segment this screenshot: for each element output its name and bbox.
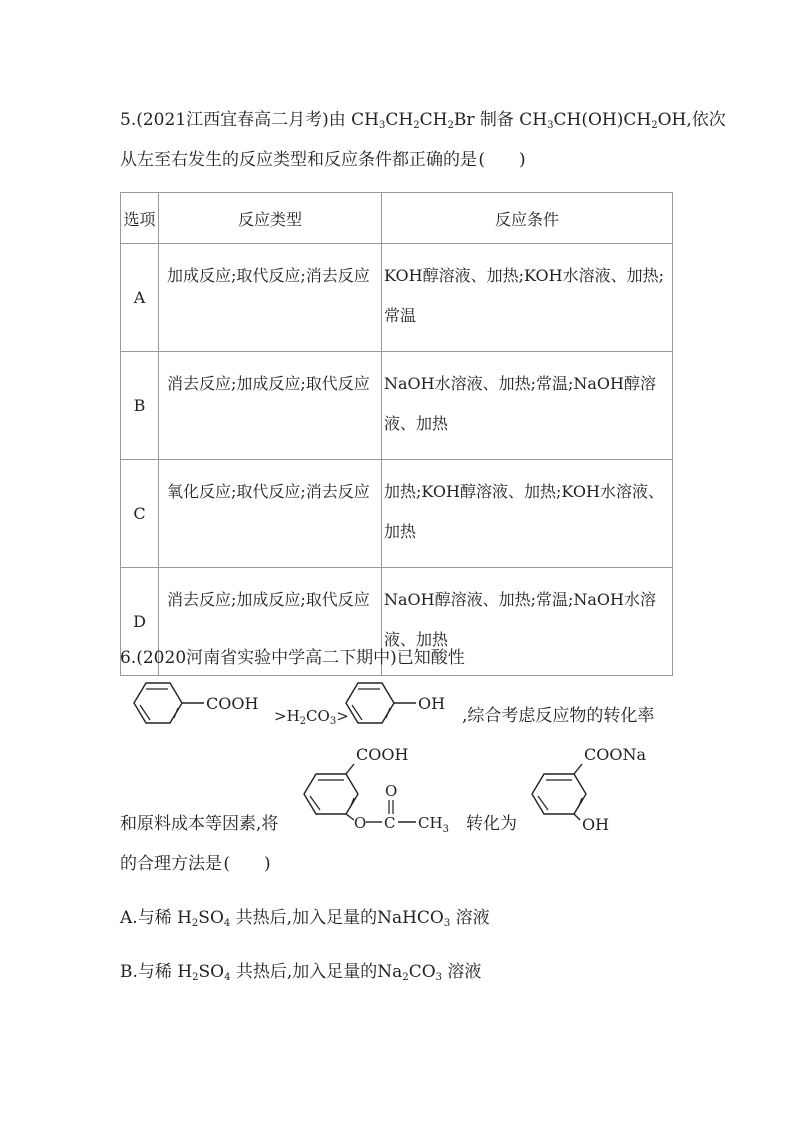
bond-line <box>346 764 354 774</box>
oh-label: OH <box>418 694 446 713</box>
q6-stem-a: 已知酸性 <box>396 648 465 668</box>
cooh-label: COOH <box>206 694 259 713</box>
q6-option-b[interactable]: B.与稀 $H_2SO_4$ 共热后,加入足量的$Na_2CO_3$ 溶液 <box>120 962 482 983</box>
row-reaction-condition: NaOH醇溶液、加热;常温;NaOH水溶液、加热 <box>382 568 673 676</box>
table-row <box>121 460 673 568</box>
header-option: 选项 <box>121 193 159 244</box>
q6-stem-d: 转化为 <box>466 814 517 834</box>
bond-line <box>574 814 580 820</box>
row-label: B <box>121 352 159 460</box>
q5-stem-a: 由 <box>328 110 346 130</box>
q5-line1 <box>120 108 726 132</box>
acidity-compare: $>H_2CO_3>$ <box>274 707 349 727</box>
row-reaction-type: 氧化反应;取代反应;消去反应 <box>159 460 382 568</box>
q6-line4 <box>120 852 272 876</box>
table-header-row <box>121 193 673 244</box>
q5-product: $CH_3CH(OH)CH_2OH$ <box>519 110 687 131</box>
row-label: A <box>121 244 159 352</box>
q6-answer-blank: ( ) <box>223 854 271 874</box>
q6-line3b <box>466 812 517 836</box>
q6-stem-e: 的合理方法是 <box>120 854 222 874</box>
header-type: 反应类型 <box>159 193 382 244</box>
row-reaction-type: 消去反应;加成反应;取代反应 <box>159 352 382 460</box>
bond-line <box>346 814 354 820</box>
q5-stem-line2: 从左至右发生的反应类型和反应条件都正确的是 <box>120 150 477 170</box>
table-row <box>121 244 673 352</box>
acetylsalicylic-acid-structure <box>296 742 466 838</box>
ring-double-bond <box>386 708 390 718</box>
q5-source: (2021江西宜春高二月考) <box>136 110 329 130</box>
row-reaction-condition: 加热;KOH醇溶液、加热;KOH水溶液、加热 <box>382 460 673 568</box>
q5-stem-c: ,依次 <box>686 110 726 130</box>
q6-line1 <box>120 646 465 670</box>
carbonyl-o-label: O <box>385 782 398 800</box>
row-label: D <box>121 568 159 676</box>
ring-double-bond <box>538 796 548 810</box>
sodium-salicylate-structure <box>526 742 666 838</box>
q6-stem-c: 和原料成本等因素,将 <box>120 814 279 834</box>
row-reaction-condition: NaOH水溶液、加热;常温;NaOH醇溶液、加热 <box>382 352 673 460</box>
table-row <box>121 352 673 460</box>
aspirin-cooh-label: COOH <box>356 745 409 764</box>
q5-answer-blank: ( ) <box>478 150 526 170</box>
q5-line2 <box>120 148 527 172</box>
q6-number: 6. <box>120 648 137 668</box>
q5-number: 5. <box>120 110 137 130</box>
row-reaction-type: 消去反应;加成反应;取代反应 <box>159 568 382 676</box>
phenol-structure <box>340 680 460 726</box>
row-label: C <box>121 460 159 568</box>
q5-options-table <box>120 192 673 676</box>
row-reaction-condition: KOH醇溶液、加热;KOH水溶液、加热;常温 <box>382 244 673 352</box>
methyl-label: $CH_3$ <box>418 814 449 835</box>
ester-o-label: O <box>354 814 367 832</box>
q6-stem-b: ,综合考虑反应物的转化率 <box>462 706 655 726</box>
q6-stem-b-line <box>462 704 654 728</box>
header-condition: 反应条件 <box>382 193 673 244</box>
row-reaction-type: 加成反应;取代反应;消去反应 <box>159 244 382 352</box>
q6-option-a[interactable]: A.与稀 $H_2SO_4$ 共热后,加入足量的NaHCO$_3$ 溶液 <box>120 908 490 929</box>
ring-double-bond <box>174 708 178 718</box>
ring-double-bond <box>310 796 320 810</box>
coona-label: COONa <box>584 745 647 764</box>
q5-reactant: $CH_3CH_2CH_2Br$ <box>351 110 475 131</box>
carbonyl-c-label: C <box>384 814 396 832</box>
ring-double-bond <box>352 705 362 720</box>
q5-stem-b: 制备 <box>479 110 514 130</box>
bond-line <box>574 764 582 774</box>
ring-double-bond <box>140 705 150 720</box>
benzoic-acid-structure <box>128 680 268 726</box>
salicylate-oh-label: OH <box>582 815 610 834</box>
q6-source: (2020河南省实验中学高二下期中) <box>136 648 397 668</box>
q6-line3 <box>120 812 278 836</box>
